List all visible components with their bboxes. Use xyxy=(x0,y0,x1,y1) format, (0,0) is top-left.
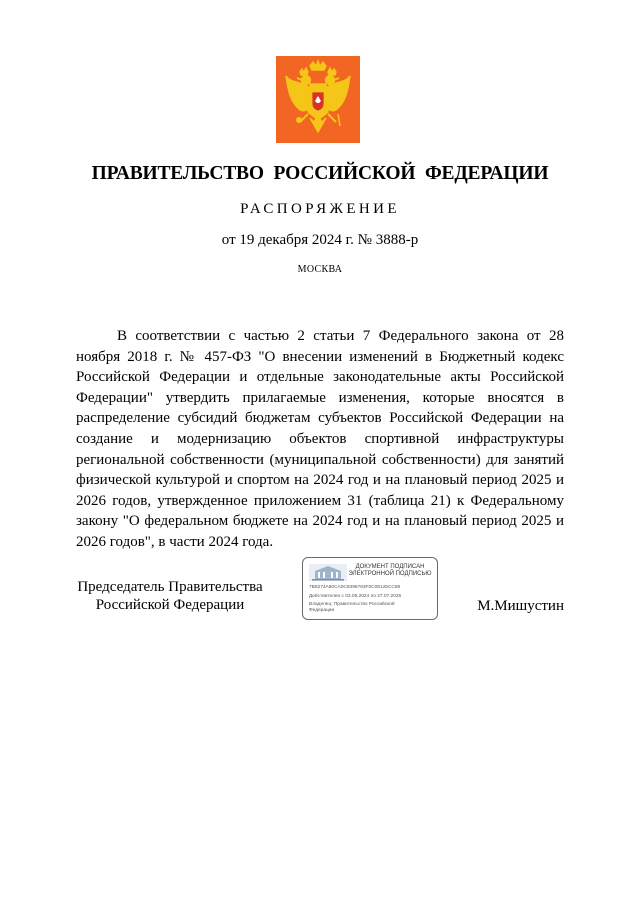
stamp-heading-line1: ДОКУМЕНТ ПОДПИСАН xyxy=(355,564,425,570)
stamp-owner-line1: Владелец: Правительство Российской xyxy=(309,602,395,607)
electronic-signature-stamp xyxy=(302,557,438,620)
government-title: ПРАВИТЕЛЬСТВО РОССИЙСКОЙ ФЕДЕРАЦИИ xyxy=(91,163,549,184)
signatory-position-line2: Российской Федерации xyxy=(95,597,245,613)
coat-of-arms-emblem xyxy=(276,56,360,143)
body-paragraph: В соответствии с частью 2 статьи 7 Федерального закона от 28 ноября 2018 г. № 457-ФЗ "О внесении изменений в Бюджетный кодекс Российской Федерации и отдельные законодательные акты Российской Федерации" утвердить прилагаемые изменения, которые вносятся в распределение субсидий бюджетам субъектов Российской Федерации на создание и модернизацию объектов спортивной инфраструктуры региональной собственности (муниципальной собственности) для занятий физической культурой и спортом на 2024 год и на плановый период 2025 и 2026 годов, утвержденное приложением 31 (таблица 21) к Федеральному закону "О федеральном бюджете на 2024 год и на плановый период 2025 и 2026 годов", в части 2024 года. xyxy=(76,328,564,550)
stamp-certificate: 7B8274A60CA0C8396783F0C08125CC86 xyxy=(309,585,401,590)
signatory-position-line1: Председатель Правительства xyxy=(77,579,263,595)
city-label: МОСКВА xyxy=(297,264,343,275)
stamp-heading-line2: ЭЛЕКТРОННОЙ ПОДПИСЬЮ xyxy=(348,571,432,578)
signatory-position xyxy=(60,578,280,614)
signatory-name: М.Мишустин xyxy=(477,598,564,614)
stamp-validity: Действителен с 03.05.2024 по 27.07.2025 xyxy=(309,594,402,599)
stamp-heading xyxy=(345,564,435,578)
building-icon xyxy=(309,564,347,581)
stamp-owner-line2: Федерации xyxy=(309,608,335,613)
document-date-number: от 19 декабря 2024 г. № 3888-р xyxy=(221,232,419,248)
document-type: РАСПОРЯЖЕНИЕ xyxy=(240,201,400,217)
